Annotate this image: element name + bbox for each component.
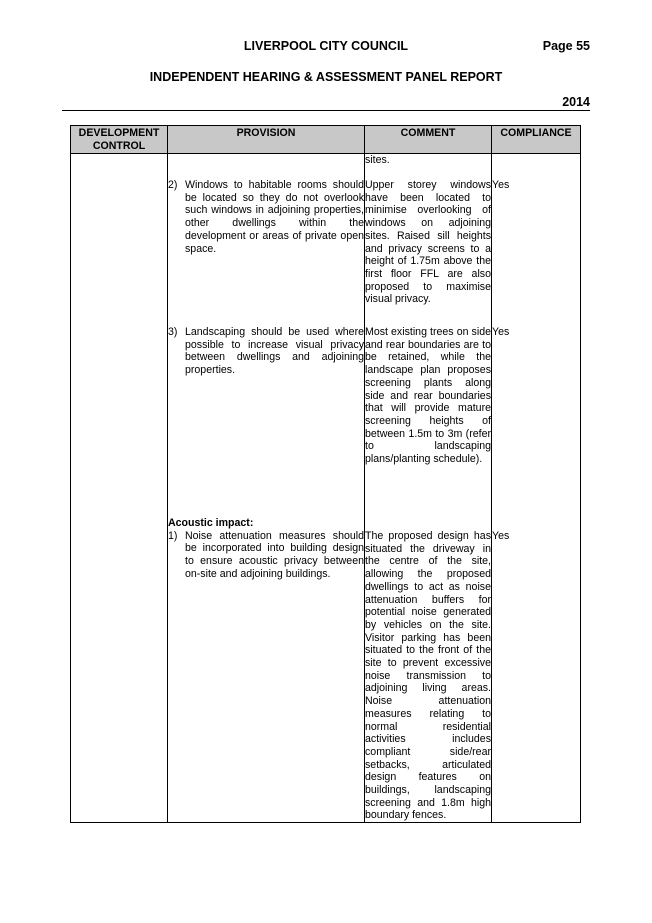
- provision-item: [168, 179, 364, 326]
- comment-text: The proposed design has situated the driveway in the centre of the site, allowing the proposed dwellings to act as noise attenuation buffers for potential noise generated by vehicles on the site. Visitor parking has been situated to the front of the site to prevent excessive noise transmission to adjoining living areas. Noise attenuation measures relating to normal residential activities includes compliant side/rear setbacks, articulated design features on buildings, landscaping screening and 1.8m high boundary fences.: [365, 530, 491, 822]
- provision-item: [168, 326, 364, 517]
- compliance-value: Yes: [492, 326, 510, 338]
- provision-text: Landscaping should be used where possible to increase visual privacy between dwellings and adjoining properties.: [185, 326, 364, 377]
- table-row: [71, 154, 581, 823]
- header-divider: [62, 110, 590, 111]
- provision-cell: [168, 154, 365, 823]
- report-year: 2014: [562, 95, 590, 109]
- continuation-comment: sites.: [365, 154, 390, 166]
- table-header-row: [71, 126, 581, 154]
- report-title: INDEPENDENT HEARING & ASSESSMENT PANEL REPORT: [149, 70, 503, 84]
- header-compliance: COMPLIANCE: [492, 126, 581, 154]
- provision-text: Windows to habitable rooms should be located so they do not overlook such windows in adjoining properties, other dwellings within the development or areas of private open space.: [185, 179, 364, 255]
- page-number: Page 55: [542, 39, 590, 53]
- header-provision: PROVISION: [168, 126, 365, 154]
- header-development-control: DEVELOPMENT CONTROL: [71, 126, 168, 154]
- council-name: LIVERPOOL CITY COUNCIL: [243, 39, 409, 53]
- provision-number: 2): [168, 179, 178, 191]
- provision-heading: Acoustic impact:: [168, 517, 254, 529]
- provision-text: Noise attenuation measures should be incorporated into building design to ensure acoustic privacy between on-site and adjoining buildings.: [185, 529, 364, 580]
- assessment-table: [70, 125, 581, 823]
- compliance-value: Yes: [492, 530, 510, 542]
- comment-text: Most existing trees on side and rear boundaries are to be retained, while the landscape plan proposes screening plants along side and rear boundaries that will provide mature screening heights of between 1.5m to 3m (refer to landscaping plans/planting schedule).: [365, 326, 491, 466]
- compliance-value: Yes: [492, 179, 510, 191]
- provision-number: 3): [168, 326, 178, 338]
- comment-text: Upper storey windows have been located to minimise overlooking of windows on adjoining sites. Raised sill heights and privacy screens to a height of 1.75m above the first floor FFL are also proposed to maximise visual privacy.: [365, 179, 491, 306]
- header-comment: COMMENT: [365, 126, 492, 154]
- compliance-cell: [492, 154, 581, 823]
- development-control-cell: [71, 154, 168, 823]
- comment-cell: [365, 154, 492, 823]
- provision-number: 1): [168, 529, 178, 542]
- provision-item: [168, 530, 364, 581]
